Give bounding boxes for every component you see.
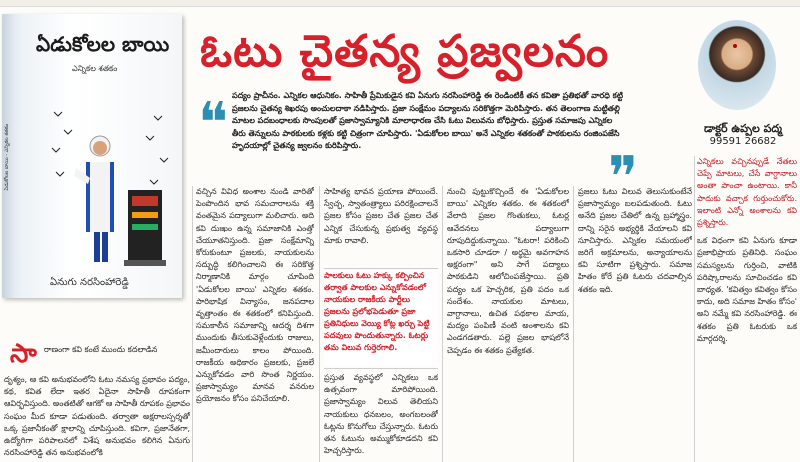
column-1-lead: రాణంగా కవి కంటే ముందు కదలాడిన	[44, 345, 158, 354]
column-5-text: ప్రజలు ఓటు విలువ తెలుసుకుంటేనే ప్రజాస్వామ్యం బలపడుతుంది. ఓటు అనేది ప్రజల చేతిలో ఉన్న బ్రహ్మాస్త్రం. దాన్ని సరైన అభ్యర్థికి వేయాలని కవి సూచిస్తారు. ఎన్నికల సమయంలో జరిగే అక్రమాలను, అన్యాయాలను కవి సూటిగా ప్రశ్నిస్తారు. సమాజ హితం కోరే ప్రతి ఓటరు చదవాల్సిన శతకం ఇది.	[578, 187, 692, 294]
column-1-text: దృశ్యం, ఆ కవి అనుభవంలోని ఓటు నమస్య ప్రభావం పద్యం, కథ, కవిత లేదా ఇతర ఏదైనా సాహితీ రూపకంగా ఆవిర్భవిస్తుంది. అంతటితో ఆగకో ఆ సాహితీ రూపకం ప్రభావం సంఘం మీద కూడా పడుతుంది. తర్వాతా అక్షరాలస్పర్శతో ఒక్క ప్రజానీకంతో క్షాలాన్ని చూపిస్తుంది. కవిగా, ప్రజానేతగా, ఉద్యోగిగా పరిపాలనలో విశేష అనుభవం కలిగిన ఏనుగు నరసింహారెడ్డి తన అనుభవంలోకి	[4, 375, 190, 458]
column-3-text: సాహిత్య భావన ప్రయాణ పోయిందే. స్వేచ్ఛ, స్వాతంత్ర్యాలు పరిరక్షించాలనే ప్రజల కోసం ప్రజల చేత ప్రజల చేత ఎన్నిక చేసుకున్న ప్రభుత్వ వ్యవస్థ మాకు రావాలి.	[324, 187, 438, 245]
column-3-text-continued: ప్రస్తుత వ్యవస్థలో ఎన్నికలు ఒక ఉత్సవంగా మారిపోయింది. ప్రజాస్వామ్యం విలువ తెలియని నాయకులు ధనబలం, అంగబలంతో ఓట్లను కొనుగోలు చేస్తున్నారు. ఓటరు తన ఓటును అమ్ముకోకూడదని కవి హెచ్చరిస్తారు.	[324, 373, 438, 456]
pull-quote: పాలకులు ఓటు హక్కు కల్పించిన తర్వాత పాలకుల ఎన్నుకోవడంలో నాయకుల రాజకీయ పార్టీలు ప్రజలను ప్రలోభపెడుతూ ప్రజా ప్రతినిధులు వెయ్యి కోట్ల ఖర్చు పెట్టి పదవులు పొందుతున్నారు. ఓటర్లు తమ విలువ గుర్తెరగాలి.	[324, 270, 438, 366]
top-strip	[0, 0, 800, 7]
book-title: ఏడుకోలల బాయి	[36, 32, 170, 56]
column-divider	[192, 186, 193, 462]
column-6-text: ఒక విధంగా కవి ఏనుగు కూడా ప్రజాభిప్రాయ ప్రతినిధి. సంఘం సమస్యలను గుర్తించి, వాటికి పరిష్కారాలను సూచించడం కవి బాధ్యత. 'కవిత్వం కవిత్వం కోసం కాదు, అది సమాజ హితం కోసం' అని నమ్మే కవి నరసింహారెడ్డి. ఈ శతకం ప్రతి ఓటరుకు ఒక మార్గదర్శి.	[697, 236, 797, 343]
headline: ఓటు చైతన్య ప్రజ్వలనం	[200, 26, 610, 77]
drop-cap: సా	[10, 339, 37, 369]
pull-quote-rule-bottom	[324, 368, 438, 369]
open-quote-icon: ❝	[198, 91, 229, 156]
spine-text: ఏడుకోలల బాయి - ఎన్నికల శతకం	[4, 124, 10, 191]
column-divider	[319, 186, 320, 462]
close-quote-icon: ❞	[608, 145, 639, 210]
book-author: ఏనుగు నరసింహారెడ్డి	[50, 277, 129, 288]
author-photo	[698, 20, 776, 110]
book-cover-image	[2, 14, 182, 298]
author-phone: 99591 26682	[709, 136, 777, 147]
column-divider	[573, 186, 574, 462]
author-photo-bindi	[733, 44, 737, 48]
intro-paragraph: పద్యం ప్రాచీనం. ఎన్నికల ఆధునికం. సాహితీ ప్రేమికుడైన కవి ఏనుగు నరసింహారెడ్డి ఈ రెండింటికీ తన కవితా ప్రతిభతో వారధి కట్టి ప్రజలను చైతన్య శిఖరపు అంచులదాకా నడిపిస్తారు. ప్రజా సంక్షేమం పద్యాలను సరికొత్తగా మెరిపిస్తారు. తన తెలంగాణ మట్టితల్లి మాటల పదబంధాలకు సొంపులతో ప్రజాస్వామ్యానికి మాలాధారణ చేసి ఓటు విలువను బోధిస్తారు. ప్రస్తుత సమాజపు ఎన్నికల తీరు తెన్నులను పాఠకులకు కళ్లకు కట్టి చిత్రంగా చూపిస్తారు. 'ఏడుకోలల బాయి' అనే ఎన్నికల శతకంతో పాఠకులను రంజింపజేసి హృదయాల్లో చైతన్య జ్వలనం కురిపిస్తారు.	[232, 91, 624, 150]
column-4-text: నుంచి పుట్టుకొచ్చిందే ఈ 'ఏడుకోలల బాయి' ఎన్నికల శతకం. ఈ శతకంలో వేలాది ప్రజల గొంతుకలు, ఓటర్ల ఆవేదనలు పద్యాలుగా రూపుదిద్దుకున్నాయి. "ఓటరా! పరికించి ఒకసారి చూడరా / అర్థమై అవగాహన అక్షరంగా" అని సాగే పద్యాలు పాఠకుడిని ఆలోచింపజేస్తాయి. ప్రతి పద్యం ఒక హెచ్చరిక, ప్రతి పదం ఒక సందేశం. నాయకుల మాటలు, వాగ్దానాలు, ఉచిత పథకాల మాయ, మద్యం పంపిణీ వంటి అంశాలను కవి ఎండగడతారు. పల్లె ప్రజల భాషలోనే చెప్పడం ఈ శతకం ప్రత్యేకత.	[447, 187, 569, 355]
book-subtitle: ఎన్నికల శతకం	[72, 64, 118, 73]
column-6	[697, 156, 797, 462]
cover-illustration	[34, 102, 180, 270]
pull-quote-rule-top	[324, 268, 438, 269]
column-2-text: వచ్చిన వివిధ అంశాల నుండి వారితో పెంపొందిన భావ సమచారాలను శక్తి వంతమైన పద్యాలుగా మలిచారు. అది కవి దుఃఖం ఉన్న సమాజానికి ఎంత్తో చేయూతనిస్తుంది. ప్రజా సంక్షేమాన్ని కోరుకుంటూ ప్రజలకు, నాయకులను సద్బుద్ధి కలిగించాలని ఈ సరికొత్త నిర్మాణానికి మార్గం చూపింది 'ఏడుకోలల బాయి' ఎన్నికల శతకం. పారిభాషిక విన్యాసం, జనపదాల వృత్తాంతం ఈ శతకంలో కనిపిస్తుంది. సమకాలీన సమాజాన్ని ఆదర్శ దిశగా ముందుకు తీసుకువెళ్లేందుకు రాజులు, జమీందారులు కాలం పోయింది. రాజకీయ అధికారం ప్రజలకు, ప్రజలే ఎన్నుకోవడం వారి సొంత నిర్ణయం. ప్రజాస్వామ్యం మానవ వనరుల ప్రయోజనం కోసం పనిచేయాలి.	[196, 187, 314, 404]
author-name: డాక్టర్ ఉప్పల పద్మ	[704, 122, 782, 135]
column-6-highlight: ఎన్నికలు వచ్చినప్పుడే నేతలు చెప్పే మాటలు, చేసే వాగ్దానాలు అంతా పాంచా ఉంటాయి. కానీ పాదుకు వచ్చాక గుర్తుంచుకోరు. ఇలాంటి ఎన్నో అంశాలను కవి ప్రశ్నిస్తారు.	[697, 157, 797, 228]
column-divider	[442, 186, 443, 462]
column-divider	[694, 156, 695, 462]
book-spine	[2, 14, 16, 298]
